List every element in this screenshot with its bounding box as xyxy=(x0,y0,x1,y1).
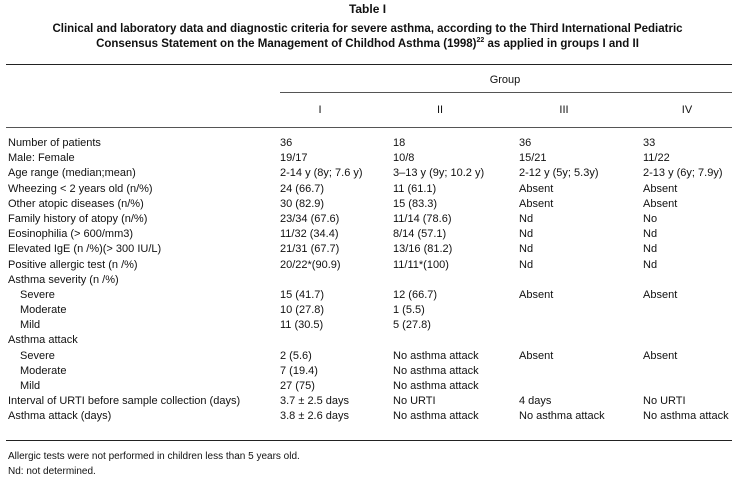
table-row xyxy=(0,349,735,364)
table-row xyxy=(0,258,735,273)
cell-group-ii: 5 (27.8) xyxy=(393,319,431,332)
row-label: Mild xyxy=(20,380,41,392)
cell-group-ii: No asthma attack xyxy=(393,349,479,362)
cell-group-iii: 4 days xyxy=(519,395,552,408)
cell-group-iv: Absent xyxy=(643,197,678,210)
caption-line-1: Clinical and laboratory data and diagnostic criteria for severe asthma, according to the Third International Pediatric xyxy=(52,23,683,35)
cell-group-i: 27 (75) xyxy=(280,380,315,392)
cell-group-ii: No URTI xyxy=(393,395,436,408)
cell-group-ii: 11/11*(100) xyxy=(393,258,449,271)
table-row xyxy=(0,151,735,166)
table-row xyxy=(0,212,735,227)
cell-group-iv: 33 xyxy=(643,137,656,149)
table-row xyxy=(0,242,735,257)
cell-group-ii: No asthma attack xyxy=(393,410,479,423)
cell-group-iv: Absent xyxy=(643,349,678,362)
cell-group-iv: 11/22 xyxy=(643,152,670,165)
row-label: Positive allergic test (n /%) xyxy=(8,258,138,271)
group-rule xyxy=(280,92,732,93)
cell-group-ii: 18 xyxy=(393,137,406,149)
cell-group-iv: Nd xyxy=(643,258,658,271)
row-label: Severe xyxy=(20,288,55,301)
caption-line-2-pre: Consensus Statement on the Management of Childhod Asthma (1998) xyxy=(96,38,477,50)
cell-group-i: 11 (30.5) xyxy=(280,319,324,332)
table-title: Table I xyxy=(348,2,387,16)
row-label: Age range (median;mean) xyxy=(8,167,136,180)
row-label: Wheezing < 2 years old (n/%) xyxy=(8,182,153,195)
cell-group-i: 11/32 (34.4) xyxy=(280,228,339,241)
table-row xyxy=(0,303,735,318)
row-label: Family history of atopy (n/%) xyxy=(8,212,148,225)
table-row xyxy=(0,227,735,242)
top-rule xyxy=(6,64,732,65)
table-row xyxy=(0,364,735,379)
cell-group-i: 7 (19.4) xyxy=(280,364,318,377)
row-label: Number of patients xyxy=(8,137,101,149)
cell-group-iii: Nd xyxy=(519,258,534,271)
table-row xyxy=(0,288,735,303)
row-label: Eosinophilia (> 600/mm3) xyxy=(8,228,134,241)
table-row xyxy=(0,166,735,181)
table-row xyxy=(0,197,735,212)
cell-group-iii: Nd xyxy=(519,243,534,256)
cell-group-iii: Absent xyxy=(519,349,554,362)
row-label: Moderate xyxy=(20,304,67,317)
cell-group-iii: 36 xyxy=(519,137,532,149)
table-row xyxy=(0,318,735,333)
table-body xyxy=(0,136,735,425)
cell-group-ii: No asthma attack xyxy=(393,380,479,392)
row-label: Interval of URTI before sample collection (days) xyxy=(8,395,241,408)
row-label: Asthma attack (days) xyxy=(8,410,112,423)
cell-group-iv: 2-13 y (6y; 7.9y) xyxy=(643,167,723,180)
cell-group-ii: 10/8 xyxy=(393,152,415,165)
footnote-allergic-tests: Allergic tests were not performed in children less than 5 years old. xyxy=(8,451,300,462)
group-header: Group xyxy=(489,74,521,86)
row-label: Male: Female xyxy=(8,152,75,165)
table-row xyxy=(0,394,735,409)
cell-group-iv: Nd xyxy=(643,243,658,256)
cell-group-i: 15 (41.7) xyxy=(280,288,325,301)
cell-group-iii: Absent xyxy=(519,182,554,195)
row-label: Severe xyxy=(20,349,55,362)
cell-group-ii: 11/14 (78.6) xyxy=(393,212,452,225)
table-caption xyxy=(4,22,731,52)
cell-group-i: 3.7 ± 2.5 days xyxy=(280,395,350,408)
cell-group-ii: 8/14 (57.1) xyxy=(393,228,447,241)
cell-group-i: 10 (27.8) xyxy=(280,304,325,317)
row-label: Asthma attack xyxy=(8,334,78,347)
caption-line-2 xyxy=(4,37,731,52)
caption-line-2-post: as applied in groups I and II xyxy=(484,38,639,50)
table-row xyxy=(0,409,735,424)
cell-group-iv: No asthma attack xyxy=(643,410,729,423)
row-label: Mild xyxy=(20,319,41,332)
cell-group-i: 20/22*(90.9) xyxy=(280,258,341,271)
table-row xyxy=(0,136,735,151)
bottom-rule xyxy=(6,440,732,441)
column-header-iv: IV xyxy=(681,104,693,116)
cell-group-i: 21/31 (67.7) xyxy=(280,243,340,256)
cell-group-i: 23/34 (67.6) xyxy=(280,212,340,225)
footnote-nd: Nd: not determined. xyxy=(8,466,96,477)
cell-group-iv: No URTI xyxy=(643,395,686,408)
cell-group-ii: 12 (66.7) xyxy=(393,288,438,301)
column-header-ii: II xyxy=(436,104,444,116)
cell-group-i: 24 (66.7) xyxy=(280,182,325,195)
cell-group-i: 2 (5.6) xyxy=(280,349,312,362)
row-label: Asthma severity (n /%) xyxy=(8,273,119,286)
table-row xyxy=(0,333,735,348)
cell-group-i: 19/17 xyxy=(280,152,308,165)
cell-group-iv: Absent xyxy=(643,288,678,301)
cell-group-iv: Absent xyxy=(643,182,678,195)
cell-group-ii: 1 (5.5) xyxy=(393,304,425,317)
column-header-i: I xyxy=(318,104,322,116)
cell-group-iv: Nd xyxy=(643,228,658,241)
cell-group-ii: 11 (61.1) xyxy=(393,182,437,195)
header-rule xyxy=(6,127,732,128)
table-row xyxy=(0,379,735,394)
row-label: Elevated IgE (n /%)(> 300 IU/L) xyxy=(8,243,162,256)
row-label: Moderate xyxy=(20,364,67,377)
cell-group-iv: No xyxy=(643,212,658,225)
cell-group-iii: No asthma attack xyxy=(519,410,605,423)
cell-group-ii: 3–13 y (9y; 10.2 y) xyxy=(393,167,485,180)
cell-group-i: 36 xyxy=(280,137,293,149)
cell-group-iii: Absent xyxy=(519,288,554,301)
cell-group-iii: 15/21 xyxy=(519,152,547,165)
cell-group-i: 3.8 ± 2.6 days xyxy=(280,410,350,423)
cell-group-ii: No asthma attack xyxy=(393,364,479,377)
cell-group-iii: 2-12 y (5y; 5.3y) xyxy=(519,167,599,180)
column-header-iii: III xyxy=(559,104,569,116)
cell-group-i: 30 (82.9) xyxy=(280,197,325,210)
cell-group-ii: 13/16 (81.2) xyxy=(393,243,453,256)
table-row xyxy=(0,273,735,288)
cell-group-iii: Absent xyxy=(519,197,554,210)
cell-group-ii: 15 (83.3) xyxy=(393,197,438,210)
table-row xyxy=(0,182,735,197)
cell-group-i: 2-14 y (8y; 7.6 y) xyxy=(280,167,363,180)
cell-group-iii: Nd xyxy=(519,212,534,225)
cell-group-iii: Nd xyxy=(519,228,534,241)
caption-reference: 22 xyxy=(476,37,485,44)
row-label: Other atopic diseases (n/%) xyxy=(8,197,144,210)
